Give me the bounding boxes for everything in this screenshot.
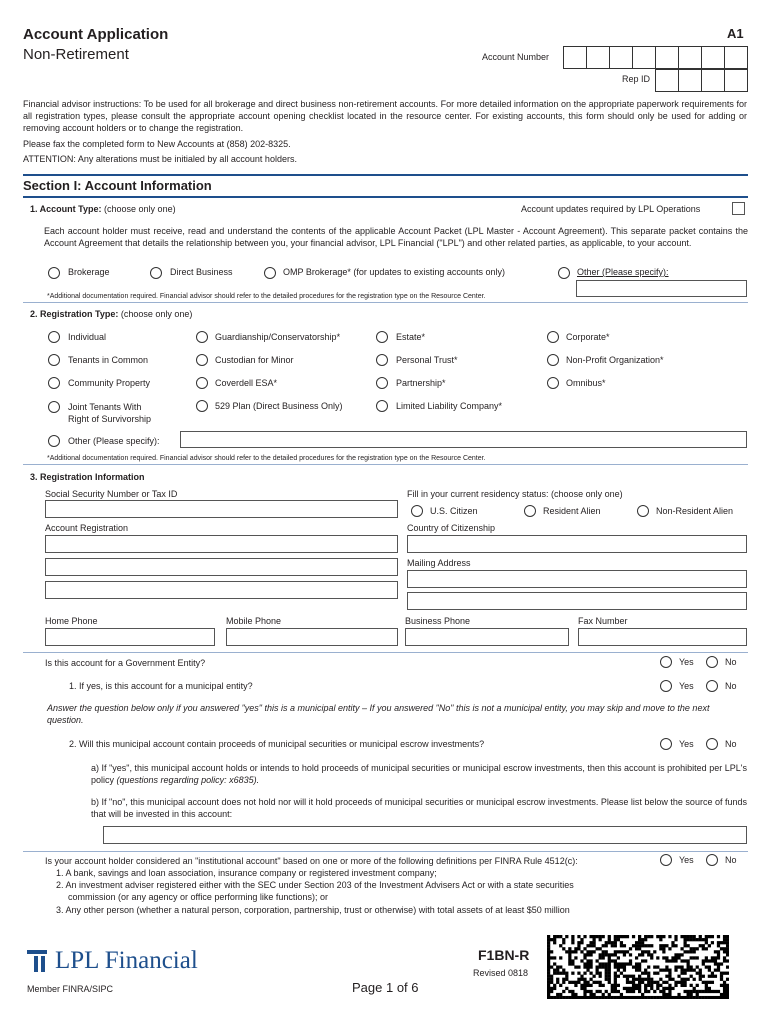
- omnibus-radio[interactable]: [547, 377, 559, 389]
- institutional-def-2b: commission (or any agency or office performing like functions); or: [68, 892, 328, 902]
- other-registration-input[interactable]: [180, 431, 747, 448]
- yes-label: Yes: [679, 657, 694, 667]
- estate-radio[interactable]: [376, 331, 388, 343]
- home-phone-input[interactable]: [45, 628, 215, 646]
- individual-radio[interactable]: [48, 331, 60, 343]
- section-rule: [23, 196, 748, 198]
- tenants-in-common-radio[interactable]: [48, 354, 60, 366]
- joint-tenants-radio[interactable]: [48, 401, 60, 413]
- guardianship-label: Guardianship/Conservatorship*: [215, 332, 341, 342]
- source-of-funds-input[interactable]: [103, 826, 747, 844]
- registration-info-heading: 3. Registration Information: [30, 472, 145, 482]
- fax-instruction: Please fax the completed form to New Accounts at (858) 202-8325.: [23, 139, 291, 149]
- section-title: Section I: Account Information: [23, 178, 212, 193]
- other-account-radio[interactable]: [558, 267, 570, 279]
- llc-label: Limited Liability Company*: [396, 401, 503, 411]
- lpl-logo-text: LPL Financial: [55, 947, 198, 974]
- no-label: No: [725, 739, 737, 749]
- corporate-label: Corporate*: [566, 332, 610, 342]
- community-property-radio[interactable]: [48, 377, 60, 389]
- guardianship-radio[interactable]: [196, 331, 208, 343]
- account-registration-input-2[interactable]: [45, 558, 398, 576]
- citizenship-input[interactable]: [407, 535, 747, 553]
- other-registration-label: Other (Please specify):: [68, 436, 160, 446]
- municipal-answer-note: Answer the question below only if you answered "yes" this is a municipal entity – If you answered "No" this is not a municipal entity, you may skip and move to the next question.: [47, 703, 710, 725]
- community-property-label: Community Property: [68, 378, 151, 388]
- divider: [23, 464, 748, 465]
- partnership-label: Partnership*: [396, 378, 446, 388]
- mobile-phone-input[interactable]: [226, 628, 398, 646]
- revision-date: Revised 0818: [473, 968, 529, 978]
- updates-label: Account updates required by LPL Operations: [521, 204, 701, 214]
- omp-brokerage-label: OMP Brokerage* (for updates to existing accounts only): [283, 267, 505, 277]
- form-title: Account Application: [23, 26, 169, 43]
- institutional-question: Is your account holder considered an "institutional account" based on one or more of the following definitions per FINRA Rule 4512(c):: [45, 856, 578, 866]
- updates-checkbox[interactable]: [732, 202, 745, 215]
- yes-label: Yes: [679, 855, 694, 865]
- individual-label: Individual: [68, 332, 107, 342]
- brokerage-radio[interactable]: [48, 267, 60, 279]
- institutional-def-1: 1. A bank, savings and loan association, insurance company or registered investment company;: [56, 868, 437, 878]
- tenants-in-common-label: Tenants in Common: [68, 355, 149, 365]
- other-account-label: Other (Please specify):: [577, 267, 669, 277]
- yes-label: Yes: [679, 739, 694, 749]
- ssn-input[interactable]: [45, 500, 398, 518]
- account-number-input[interactable]: [563, 46, 748, 69]
- mailing-address-label: Mailing Address: [407, 558, 471, 568]
- attention-note: ATTENTION: Any alterations must be initialed by all account holders.: [23, 154, 297, 164]
- nonprofit-radio[interactable]: [547, 354, 559, 366]
- section-rule: [23, 174, 748, 176]
- member-finra: Member FINRA/SIPC: [27, 984, 114, 994]
- account-type-question: 1. Account Type: (choose only one): [30, 204, 176, 214]
- instructions-text: Financial advisor instructions: To be used for all brokerage and direct business non-retirement accounts. For more detailed information on the appropriate paperwork requirements for all registration types, please consult the appropriate account opening checklist located in the resource center. For existing accounts, this form should only be used for adding or removing account holders or to change the registration.: [23, 99, 747, 133]
- partnership-radio[interactable]: [376, 377, 388, 389]
- ssn-label: Social Security Number or Tax ID: [45, 489, 178, 499]
- mailing-address-input-2[interactable]: [407, 592, 747, 610]
- mobile-phone-label: Mobile Phone: [226, 616, 282, 626]
- estate-label: Estate*: [396, 332, 426, 342]
- residency-label: Fill in your current residency status: (choose only one): [407, 489, 623, 499]
- rep-id-input[interactable]: [655, 69, 748, 92]
- corporate-radio[interactable]: [547, 331, 559, 343]
- institutional-def-3: 3. Any other person (whether a natural person, corporation, partnership, trust or otherwise) with total assets of at least $50 million: [56, 905, 570, 915]
- personal-trust-label: Personal Trust*: [396, 355, 458, 365]
- proceeds-yes-radio[interactable]: [660, 738, 672, 750]
- omp-brokerage-radio[interactable]: [264, 267, 276, 279]
- joint-tenants-label: Joint Tenants With Right of Survivorship: [68, 402, 152, 424]
- proceeds-no-radio[interactable]: [706, 738, 718, 750]
- municipal-no-radio[interactable]: [706, 680, 718, 692]
- resident-alien-radio[interactable]: [524, 505, 536, 517]
- business-phone-input[interactable]: [405, 628, 569, 646]
- llc-radio[interactable]: [376, 400, 388, 412]
- form-code: A1: [727, 26, 744, 41]
- barcode-icon: [547, 935, 729, 999]
- us-citizen-radio[interactable]: [411, 505, 423, 517]
- no-label: No: [725, 681, 737, 691]
- account-packet-text: Each account holder must receive, read and understand the contents of the applicable Account Packet (LPL Master - Account Agreement). This separate packet contains the Account Agreement that details the relationship between you, your financial advisor, LPL Financial ("LPL") and other related parties, as applicable, to your account.: [44, 226, 748, 248]
- institutional-no-radio[interactable]: [706, 854, 718, 866]
- proceeds-question: 2. Will this municipal account contain proceeds of municipal securities or municipal escrow investments?: [69, 739, 485, 749]
- business-phone-label: Business Phone: [405, 616, 471, 626]
- no-label: No: [725, 855, 737, 865]
- fax-number-label: Fax Number: [578, 616, 628, 626]
- source-of-funds-text: b) If "no", this municipal account does not hold nor will it hold proceeds of municipal securities or municipal escrow investments. Please list below the source of funds that will be invested in this account:: [91, 797, 747, 819]
- non-resident-alien-label: Non-Resident Alien: [656, 506, 734, 516]
- account-registration-input-3[interactable]: [45, 581, 398, 599]
- government-no-radio[interactable]: [706, 656, 718, 668]
- resident-alien-label: Resident Alien: [543, 506, 601, 516]
- custodian-label: Custodian for Minor: [215, 355, 294, 365]
- plan-529-label: 529 Plan (Direct Business Only): [215, 401, 343, 411]
- account-registration-label: Account Registration: [45, 523, 129, 533]
- custodian-radio[interactable]: [196, 354, 208, 366]
- nonprofit-label: Non-Profit Organization*: [566, 355, 664, 365]
- fax-number-input[interactable]: [578, 628, 747, 646]
- coverdell-radio[interactable]: [196, 377, 208, 389]
- no-label: No: [725, 657, 737, 667]
- divider: [23, 302, 748, 303]
- account-number-label: Account Number: [482, 52, 550, 62]
- brokerage-label: Brokerage: [68, 267, 110, 277]
- registration-type-question: 2. Registration Type: (choose only one): [30, 309, 193, 319]
- municipal-question: 1. If yes, is this account for a municipal entity?: [69, 681, 253, 691]
- documentation-note: *Additional documentation required. Financial advisor should refer to the detailed procedures for the registration type on the Resource Center.: [47, 293, 486, 300]
- municipal-yes-radio[interactable]: [660, 680, 672, 692]
- documentation-note: *Additional documentation required. Financial advisor should refer to the detailed procedures for the registration type on the Resource Center.: [47, 455, 486, 462]
- rep-id-label: Rep ID: [622, 74, 651, 84]
- institutional-def-2: 2. An investment adviser registered either with the SEC under Section 203 of the Investment Advisers Act or with a state securities: [56, 880, 574, 890]
- plan-529-radio[interactable]: [196, 400, 208, 412]
- personal-trust-radio[interactable]: [376, 354, 388, 366]
- other-account-input[interactable]: [576, 280, 747, 297]
- yes-label: Yes: [679, 681, 694, 691]
- coverdell-label: Coverdell ESA*: [215, 378, 278, 388]
- us-citizen-label: U.S. Citizen: [430, 506, 478, 516]
- government-question: Is this account for a Government Entity?: [45, 658, 206, 668]
- non-resident-alien-radio[interactable]: [637, 505, 649, 517]
- citizenship-label: Country of Citizenship: [407, 523, 496, 533]
- account-registration-input-1[interactable]: [45, 535, 398, 553]
- omnibus-label: Omnibus*: [566, 378, 606, 388]
- lpl-logo-icon: [27, 948, 49, 972]
- mailing-address-input-1[interactable]: [407, 570, 747, 588]
- divider: [23, 851, 748, 852]
- home-phone-label: Home Phone: [45, 616, 98, 626]
- direct-business-radio[interactable]: [150, 267, 162, 279]
- government-yes-radio[interactable]: [660, 656, 672, 668]
- direct-business-label: Direct Business: [170, 267, 233, 277]
- form-id: F1BN-R: [478, 947, 530, 963]
- page-number: Page 1 of 6: [352, 980, 419, 995]
- institutional-yes-radio[interactable]: [660, 854, 672, 866]
- form-subtitle: Non-Retirement: [23, 46, 129, 63]
- divider: [23, 652, 748, 653]
- prohibited-text: a) If "yes", this municipal account holds or intends to hold proceeds of municipal securities or municipal escrow investments, then this account is prohibited per LPL's policy (questions regarding policy: x6835).: [91, 763, 747, 785]
- other-registration-radio[interactable]: [48, 435, 60, 447]
